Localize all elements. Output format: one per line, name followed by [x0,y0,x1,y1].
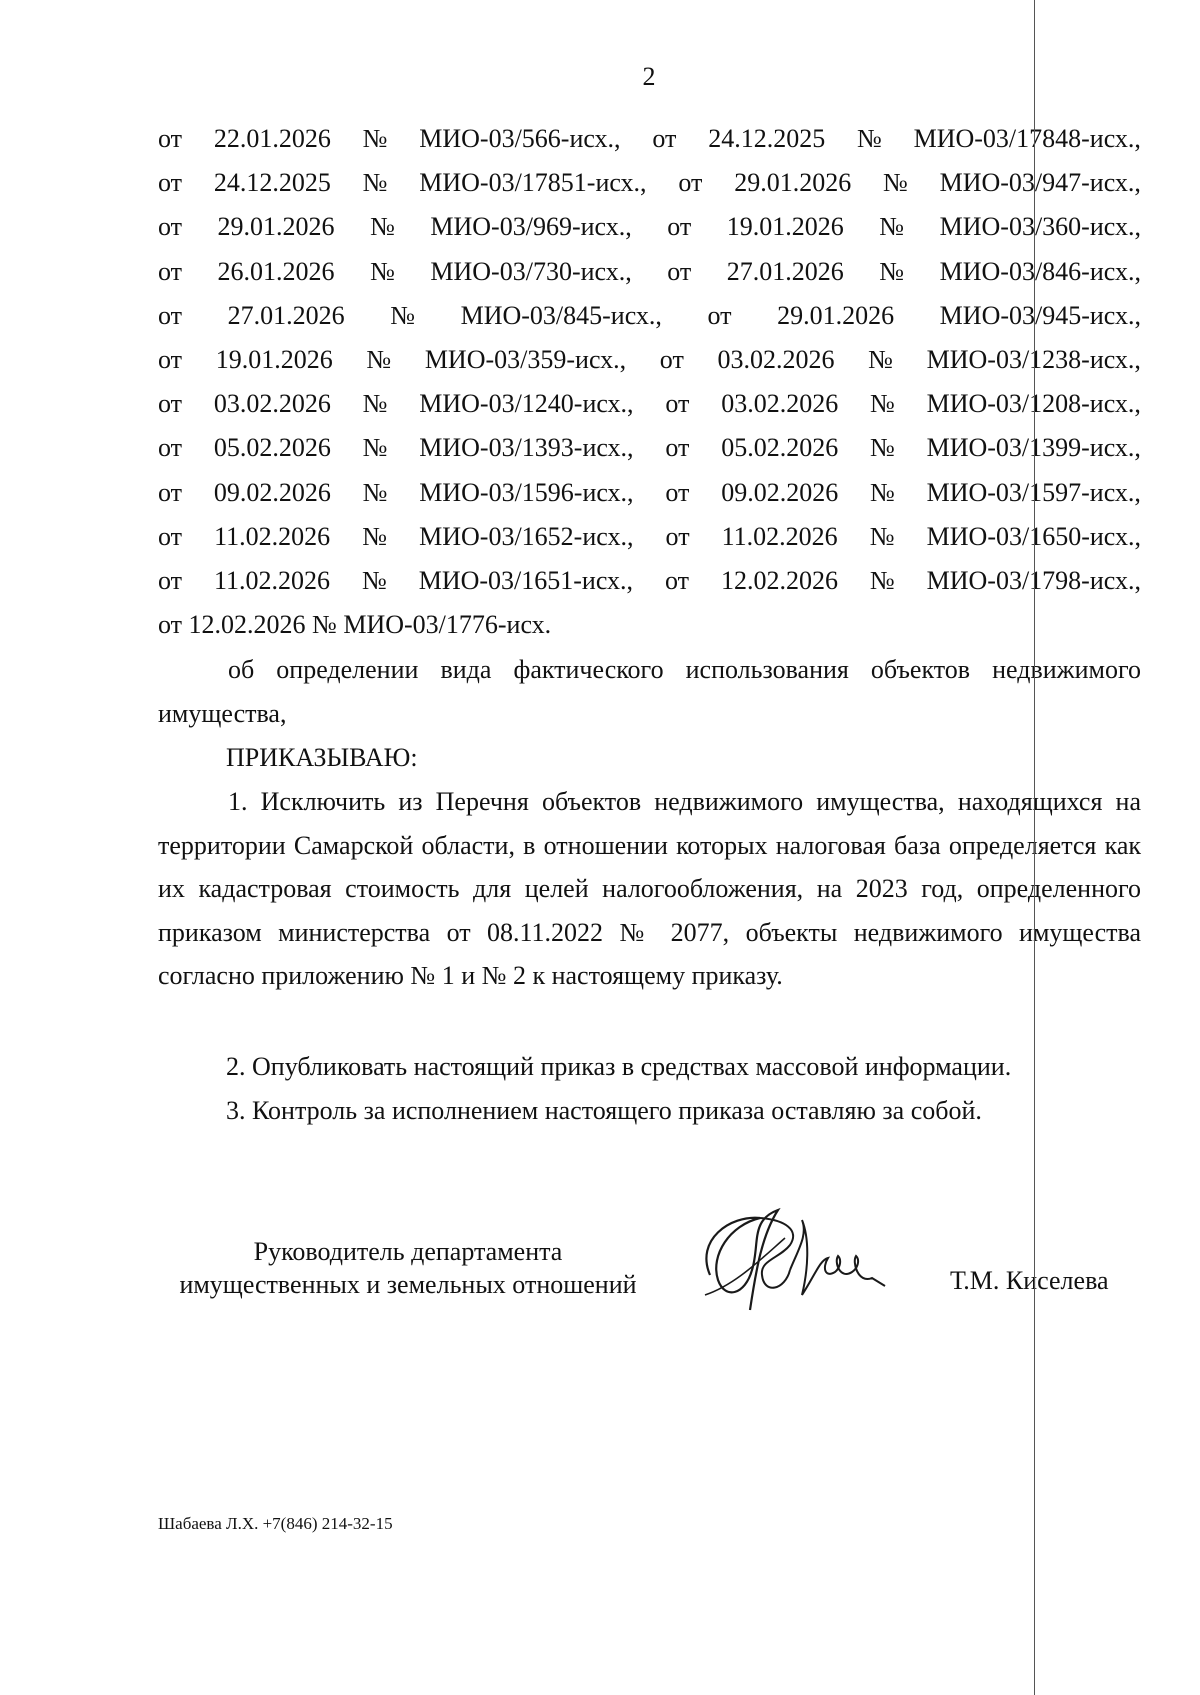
reference-line: от 05.02.2026 № МИО-03/1393-исх., от 05.02.2026 № МИО-03/1399-исх., [158,433,1141,463]
page-number: 2 [642,62,656,91]
order-item-2: 2. Опубликовать настоящий приказ в средствах массовой информации. [226,1052,1012,1081]
reference-line: от 11.02.2026 № МИО-03/1652-исх., от 11.02.2026 № МИО-03/1650-исх., [158,521,1141,551]
order-item-3: 3. Контроль за исполнением настоящего приказа оставляю за собой. [226,1096,982,1125]
executor-contact: Шабаева Л.Х. +7(846) 214-32-15 [158,1514,393,1533]
scan-edge-line [1034,0,1035,1695]
signatory-title [158,1235,658,1301]
reference-line-last: от 12.02.2026 № МИО-03/1776-исх. [158,610,552,640]
reference-line: от 27.01.2026 № МИО-03/845-исх., от 29.01.2026 МИО-03/945-исх., [158,300,1141,330]
signatory-name: Т.М. Киселева [950,1266,1109,1295]
reference-list [158,117,1141,647]
signatory-title-line-2: имущественных и земельных отношений [179,1270,637,1299]
handwritten-signature [690,1200,890,1325]
signatory-title-line-1: Руководитель департамента [253,1237,563,1266]
reference-line: от 03.02.2026 № МИО-03/1240-исх., от 03.02.2026 № МИО-03/1208-исх., [158,389,1141,419]
order-heading: ПРИКАЗЫВАЮ: [226,743,418,772]
reference-line: от 11.02.2026 № МИО-03/1651-исх., от 12.02.2026 № МИО-03/1798-исх., [158,565,1141,595]
reference-line: от 09.02.2026 № МИО-03/1596-исх., от 09.02.2026 № МИО-03/1597-исх., [158,477,1141,507]
reference-line: от 22.01.2026 № МИО-03/566-исх., от 24.12.2025 № МИО-03/17848-исх., [158,124,1141,153]
preamble-paragraph [158,648,1141,736]
reference-line: от 19.01.2026 № МИО-03/359-исх., от 03.02.2026 № МИО-03/1238-исх., [158,344,1141,374]
order-item-1 [158,780,1141,998]
order-item-1-text: 1. Исключить из Перечня объектов недвижимого имущества, находящихся на территории Самарской области, в отношении которых налоговая база определяется как их кадастровая стоимость для целей налогообложения, на 2023 год, определенного приказом министерства от 08.11.2022 № 2077, объекты недвижимого имущества согласно приложению № 1 и № 2 к настоящему приказу. [158,787,1141,991]
preamble-text: об определении вида фактического использования объектов недвижимого имущества, [158,655,1141,728]
reference-line: от 29.01.2026 № МИО-03/969-исх., от 19.01.2026 № МИО-03/360-исх., [158,212,1141,242]
reference-line: от 24.12.2025 № МИО-03/17851-исх., от 29.01.2026 № МИО-03/947-исх., [158,168,1141,198]
reference-line: от 26.01.2026 № МИО-03/730-исх., от 27.01.2026 № МИО-03/846-исх., [158,256,1141,286]
